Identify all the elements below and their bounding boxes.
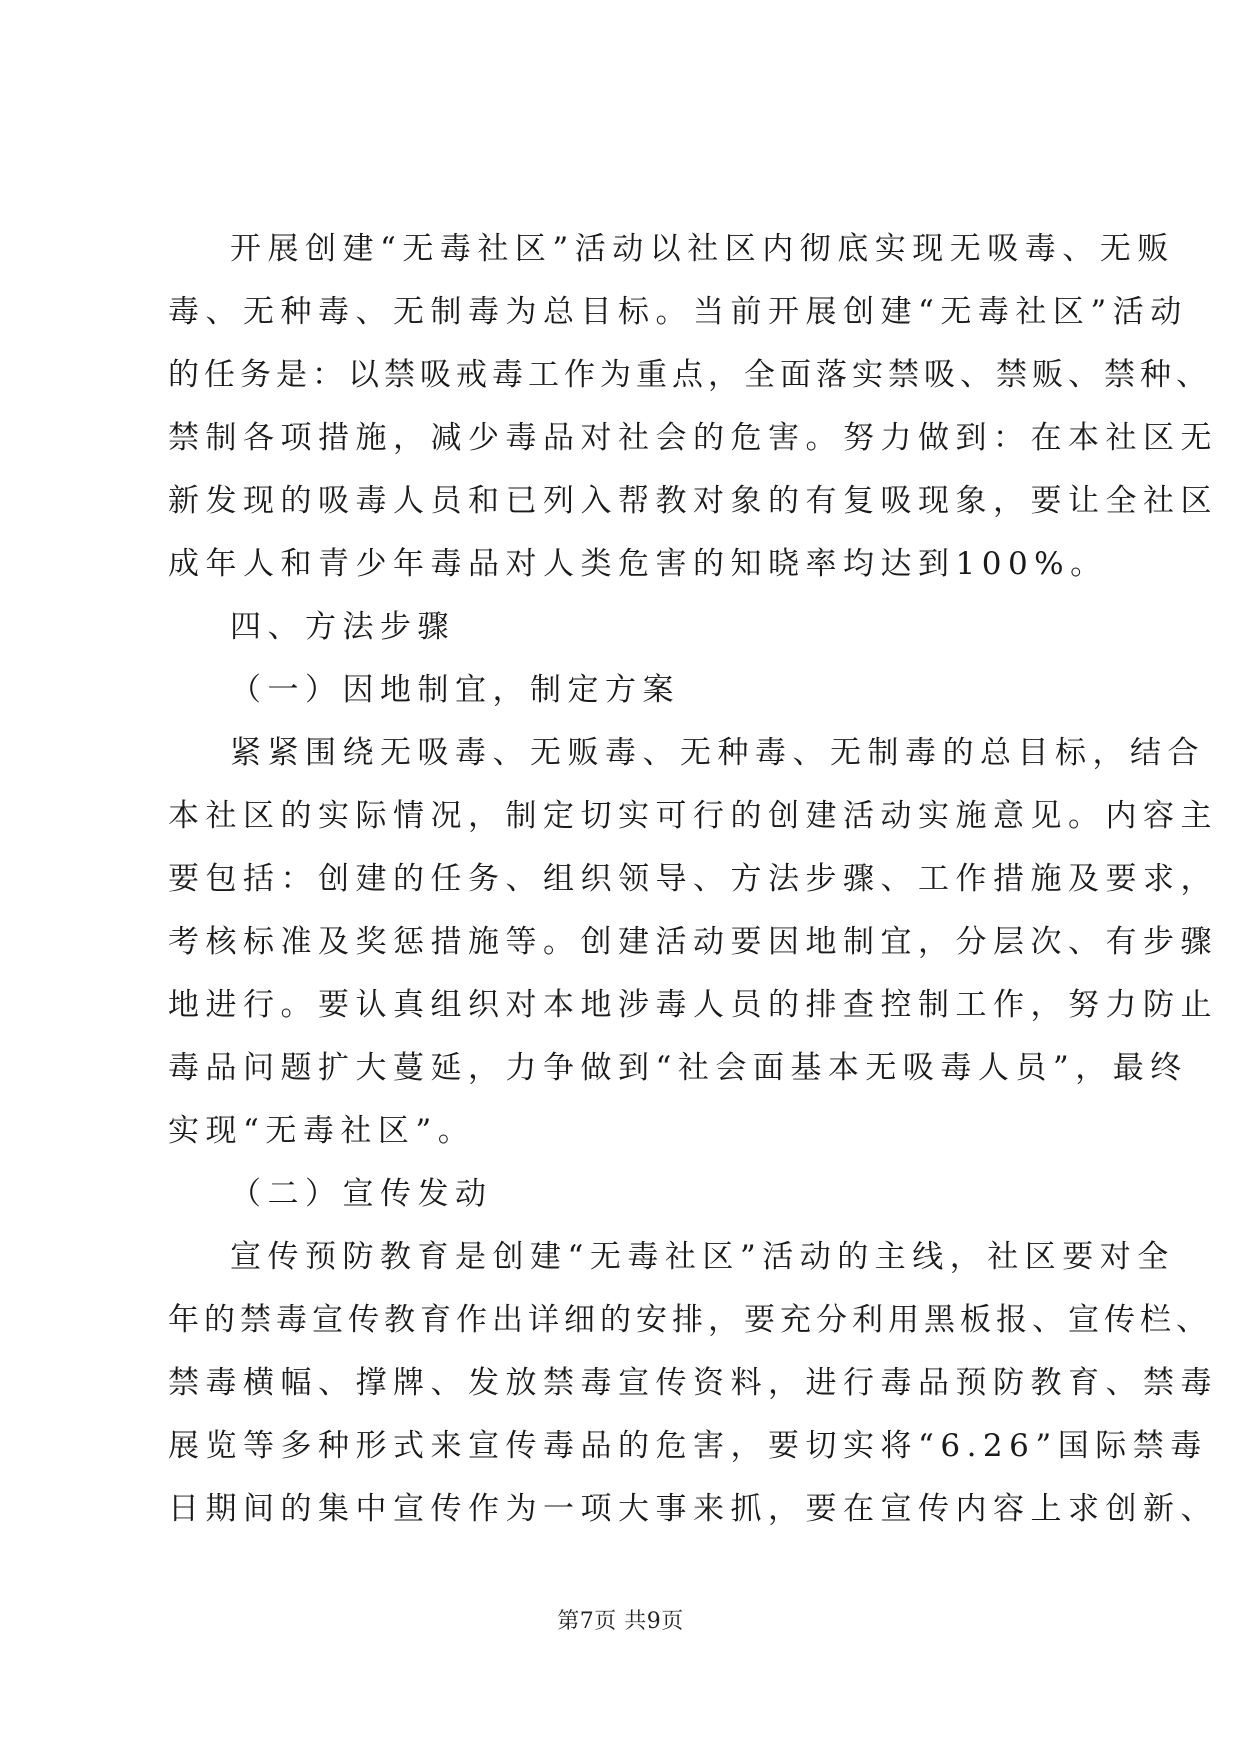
text-line: 新发现的吸毒人员和已列入帮教对象的有复吸现象，要让全社区 xyxy=(168,483,1218,519)
text-line: 开展创建“无毒社区”活动以社区内彻底实现无吸毒、无贩 xyxy=(230,231,1175,267)
section-heading: 四、方法步骤 xyxy=(230,609,455,645)
text-line: 成年人和青少年毒品对人类危害的知晓率均达到100%。 xyxy=(168,546,1108,582)
text-line: 的任务是：以禁吸戒毒工作为重点，全面落实禁吸、禁贩、禁种、 xyxy=(168,357,1212,393)
text-line: 毒品问题扩大蔓延，力争做到“社会面基本无吸毒人员”，最终 xyxy=(168,1050,1188,1086)
text-line: 毒、无种毒、无制毒为总目标。当前开展创建“无毒社区”活动 xyxy=(168,294,1188,330)
subsection-heading: （一）因地制宜，制定方案 xyxy=(230,672,680,708)
page-footer: 第7页 共9页 xyxy=(557,1609,684,1634)
text-line: 年的禁毒宣传教育作出详细的安排，要充分利用黑板报、宣传栏、 xyxy=(168,1302,1212,1338)
text-line: 紧紧围绕无吸毒、无贩毒、无种毒、无制毒的总目标，结合 xyxy=(230,735,1205,771)
text-line: 本社区的实际情况，制定切实可行的创建活动实施意见。内容主 xyxy=(168,798,1218,834)
text-line: 宣传预防教育是创建“无毒社区”活动的主线，社区要对全 xyxy=(230,1239,1175,1275)
text-line: 展览等多种形式来宣传毒品的危害，要切实将“6.26”国际禁毒 xyxy=(168,1428,1208,1464)
text-line: 考核标准及奖惩措施等。创建活动要因地制宜，分层次、有步骤 xyxy=(168,924,1218,960)
text-line: 禁毒横幅、撑牌、发放禁毒宣传资料，进行毒品预防教育、禁毒 xyxy=(168,1365,1218,1401)
text-line: 实现“无毒社区”。 xyxy=(168,1113,476,1149)
subsection-heading: （二）宣传发动 xyxy=(230,1176,493,1212)
text-line: 地进行。要认真组织对本地涉毒人员的排查控制工作，努力防止 xyxy=(168,987,1218,1023)
text-line: 日期间的集中宣传作为一项大事来抓，要在宣传内容上求创新、 xyxy=(168,1491,1218,1527)
text-line: 禁制各项措施，减少毒品对社会的危害。努力做到：在本社区无 xyxy=(168,420,1218,456)
text-line: 要包括：创建的任务、组织领导、方法步骤、工作措施及要求， xyxy=(168,861,1218,897)
